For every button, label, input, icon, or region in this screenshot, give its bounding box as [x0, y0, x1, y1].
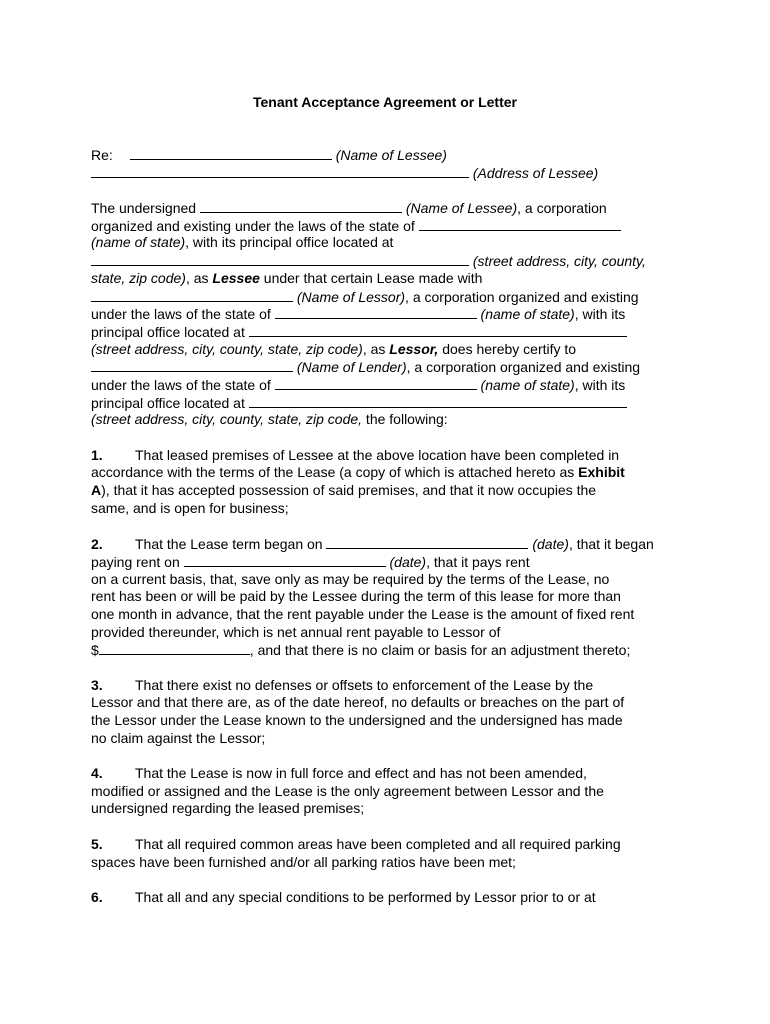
clause-text: the Lessor under the Lease known to the undersigned and the undersigned has made: [91, 712, 623, 728]
clause-line: [91, 712, 691, 730]
intro-line: [91, 305, 691, 323]
annual-rent-blank[interactable]: [99, 641, 250, 655]
lease-start-date-blank[interactable]: [326, 535, 528, 549]
date-hint: (date): [528, 536, 569, 553]
lessee-name-blank-2[interactable]: [200, 199, 402, 213]
intro-line: [91, 234, 691, 252]
clause-line: [91, 500, 691, 518]
clause-3: [91, 677, 691, 695]
clause-text: rent has been or will be paid by the Lessee during the term of this lease for more than: [91, 588, 621, 605]
intro-text: principal office located at: [91, 394, 249, 411]
clause-text: Lessor and that there are, as of the date hereof, no defaults or breaches on the part of: [91, 694, 625, 711]
intro-line: [91, 288, 691, 306]
intro-line: [91, 394, 691, 412]
clause-text: undersigned regarding the leased premises;: [91, 800, 365, 817]
intro-text: , a corporation organized and existing: [406, 359, 641, 376]
intro-line: [91, 252, 691, 270]
clause-line: [91, 694, 691, 712]
intro-text: under the laws of the state of: [91, 306, 275, 323]
lessee-name-blank[interactable]: [130, 146, 332, 160]
clause-line: [91, 624, 691, 642]
clause-text: spaces have been furnished and/or all parking ratios have been met;: [91, 853, 516, 870]
intro-text: , as: [362, 340, 390, 357]
lessee-address-hint: (Address of Lessee): [472, 164, 599, 181]
clause-line: [91, 854, 691, 872]
intro-text: organized and existing under the laws of the state of: [91, 217, 419, 234]
address-hint: (street address, city, county, state, zip code,: [91, 411, 363, 428]
clause-text: , and that there is no claim or basis for an adjustment thereto;: [249, 642, 631, 659]
intro-text: , with its principal office located at: [185, 234, 394, 251]
clause-number: 1.: [91, 446, 103, 463]
clause-text: That the Lease term began on: [135, 536, 327, 553]
clause-line: [91, 588, 691, 606]
address-hint: (street address, city, county, state, zip code): [91, 340, 363, 357]
intro-text: , as: [185, 269, 213, 286]
clause-text: That there exist no defenses or offsets to enforcement of the Lease by the: [135, 676, 594, 693]
lessor-term: Lessor,: [389, 340, 439, 357]
clause-6: [91, 889, 691, 907]
intro-text: , a corporation: [517, 200, 607, 217]
lender-address-blank[interactable]: [249, 394, 627, 408]
clause-number: 5.: [91, 835, 103, 852]
dollar-sign: $: [91, 642, 99, 659]
exhibit-letter: A: [91, 482, 102, 499]
intro-text: , a corporation organized and existing: [405, 288, 639, 305]
clause-text: one month in advance, that the rent payable under the Lease is the amount of fixed rent: [91, 605, 635, 622]
clause-5: [91, 836, 691, 854]
state-hint: (name of state): [476, 376, 575, 393]
clause-text: That the Lease is now in full force and effect and has not been amended,: [135, 765, 587, 782]
intro-text: The undersigned: [91, 200, 200, 217]
clause-text: ), that it has accepted possession of said premises, and that it now occupies the: [101, 482, 597, 499]
lessee-address-blank-2[interactable]: [91, 252, 469, 266]
lessor-name-blank[interactable]: [91, 288, 293, 302]
intro-line: [91, 270, 691, 288]
clause-text: That all required common areas have been completed and all required parking: [135, 835, 621, 852]
lender-name-blank[interactable]: [91, 358, 293, 372]
clause-line: [91, 783, 691, 801]
clause-text: , that it began: [568, 536, 654, 553]
clause-4: [91, 765, 691, 783]
clause-line: [91, 553, 691, 571]
clause-number: 3.: [91, 676, 103, 693]
intro-line: [91, 323, 691, 341]
intro-text: under that certain Lease made with: [259, 269, 483, 286]
re-label: Re:: [91, 147, 113, 163]
clause-text: provided thereunder, which is net annual rent payable to Lessor of: [91, 623, 501, 640]
clause-text: That leased premises of Lessee at the above location have been completed in: [135, 446, 620, 463]
clause-line: [91, 482, 691, 500]
intro-line: [91, 199, 691, 217]
clause-text: , that it pays rent: [426, 553, 530, 570]
lessee-address-blank[interactable]: [91, 164, 469, 178]
clause-text: modified or assigned and the Lease is the only agreement between Lessor and the: [91, 782, 604, 799]
clause-text: same, and is open for business;: [91, 499, 289, 516]
clause-text: That all and any special conditions to be performed by Lessor prior to or at: [135, 888, 596, 905]
clause-line: [91, 571, 691, 589]
intro-line: [91, 217, 691, 235]
intro-line: [91, 358, 691, 376]
clause-number: 2.: [91, 536, 103, 553]
re-line: [91, 146, 691, 164]
lessor-address-blank[interactable]: [249, 323, 627, 337]
intro-text: does hereby certify to: [438, 340, 577, 357]
intro-line: [91, 341, 691, 359]
lessor-name-hint: (Name of Lessor): [293, 288, 406, 305]
clause-2: [91, 535, 691, 553]
intro-line: [91, 411, 691, 429]
clause-line: [91, 730, 691, 748]
rent-start-date-blank[interactable]: [184, 553, 386, 567]
clause-line: [91, 464, 691, 482]
intro-text: , with its: [574, 376, 626, 393]
clause-text: paying rent on: [91, 553, 184, 570]
lender-state-blank[interactable]: [275, 376, 477, 390]
document-title: Tenant Acceptance Agreement or Letter: [253, 94, 517, 110]
clause-line: [91, 800, 691, 818]
clause-text: on a current basis, that, save only as may be required by the terms of the Lease, no: [91, 570, 610, 587]
lessee-name-hint: (Name of Lessee): [335, 147, 447, 163]
address-hint: (street address, city, county,: [469, 253, 646, 270]
clause-line: [91, 641, 691, 659]
clause-1: [91, 447, 691, 465]
lessor-state-blank[interactable]: [275, 305, 477, 319]
lessee-state-blank[interactable]: [419, 217, 621, 231]
date-hint: (date): [385, 553, 427, 570]
re-address-line: [91, 164, 691, 182]
intro-text: under the laws of the state of: [91, 376, 275, 393]
lessee-name-hint-2: (Name of Lessee): [401, 200, 518, 217]
exhibit-label: Exhibit: [578, 464, 625, 481]
clause-line: [91, 606, 691, 624]
state-hint: (name of state): [91, 234, 186, 251]
intro-line: [91, 376, 691, 394]
clause-text: accordance with the terms of the Lease (a copy of which is attached hereto as: [91, 464, 579, 481]
state-hint: (name of state): [476, 306, 575, 323]
intro-text: principal office located at: [91, 323, 249, 340]
address-hint: state, zip code): [91, 269, 186, 286]
lender-name-hint: (Name of Lender): [293, 359, 407, 376]
intro-text: the following:: [362, 411, 448, 428]
lessee-term: Lessee: [212, 269, 260, 286]
clause-text: no claim against the Lessor;: [91, 729, 266, 746]
clause-number: 4.: [91, 765, 103, 782]
document-body: [91, 146, 691, 907]
intro-text: , with its: [574, 306, 626, 323]
clause-number: 6.: [91, 888, 103, 905]
